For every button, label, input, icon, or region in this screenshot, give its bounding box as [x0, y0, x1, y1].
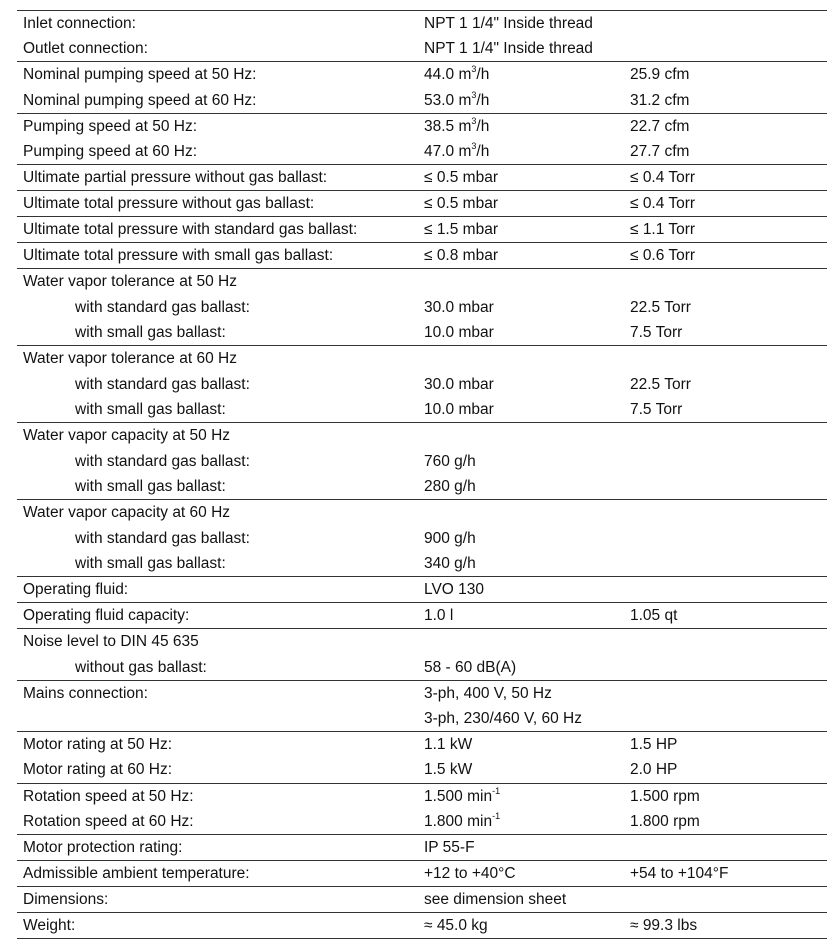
- spec-label: Mains connection:: [17, 680, 421, 706]
- value-exponent: 3: [471, 89, 477, 100]
- spec-value-metric: [421, 500, 627, 526]
- spec-row: [17, 757, 827, 783]
- spec-value-imperial: ≈ 99.3 lbs: [627, 912, 827, 938]
- spec-value-metric: 340 g/h: [424, 555, 476, 573]
- spec-value-metric: [421, 346, 627, 372]
- spec-row: [17, 655, 827, 681]
- spec-value-metric: 30.0 mbar: [424, 298, 494, 316]
- spec-value-metric: [421, 783, 627, 809]
- spec-value-imperial: [627, 551, 827, 577]
- spec-row: [17, 191, 827, 217]
- spec-label: Motor rating at 50 Hz:: [17, 732, 421, 758]
- spec-label: Nominal pumping speed at 50 Hz:: [17, 62, 421, 88]
- spec-value-imperial: [627, 448, 827, 474]
- spec-value-imperial: 1.5 HP: [627, 732, 827, 758]
- spec-value-imperial: 1.05 qt: [627, 603, 827, 629]
- spec-row: [17, 294, 827, 320]
- spec-label: Pumping speed at 50 Hz:: [17, 113, 421, 139]
- spec-row: [17, 371, 827, 397]
- spec-row: [17, 165, 827, 191]
- spec-value-imperial: ≤ 0.4 Torr: [627, 165, 827, 191]
- spec-value-metric: IP 55-F: [421, 834, 627, 860]
- specifications-body: [17, 11, 827, 939]
- spec-row: [17, 11, 827, 37]
- value-exponent: 3: [471, 115, 477, 126]
- value-exponent: 3: [471, 141, 477, 152]
- spec-value-imperial: 27.7 cfm: [630, 143, 690, 161]
- spec-value-metric: 1.5 kW: [424, 761, 473, 779]
- spec-label: [17, 706, 421, 732]
- spec-label: with small gas ballast:: [75, 555, 226, 573]
- spec-value-metric: [421, 629, 627, 655]
- value-base: 44.0 m: [424, 66, 472, 84]
- spec-row: [17, 139, 827, 165]
- spec-row: [17, 629, 827, 655]
- spec-value-imperial: [627, 706, 827, 732]
- spec-value-imperial: 1.500 rpm: [627, 783, 827, 809]
- spec-label: Inlet connection:: [17, 11, 421, 37]
- spec-row: [17, 62, 827, 88]
- spec-label: Ultimate total pressure with standard gas ballast:: [17, 217, 421, 243]
- spec-row: [17, 474, 827, 500]
- spec-row: [17, 680, 827, 706]
- spec-label: Motor rating at 60 Hz:: [23, 761, 173, 779]
- spec-value-metric: 30.0 mbar: [424, 375, 494, 393]
- spec-row: [17, 706, 827, 732]
- spec-label: Admissible ambient temperature:: [17, 860, 421, 886]
- spec-label: Water vapor tolerance at 50 Hz: [17, 269, 421, 295]
- spec-value-imperial: [627, 886, 827, 912]
- value-base: 53.0 m: [424, 91, 472, 109]
- spec-label: Water vapor tolerance at 60 Hz: [17, 346, 421, 372]
- spec-row: [17, 912, 827, 938]
- spec-row: [17, 500, 827, 526]
- spec-value-imperial: [627, 269, 827, 295]
- spec-row: [17, 88, 827, 114]
- spec-value-metric: 58 - 60 dB(A): [424, 658, 517, 676]
- value-unit-suffix: /h: [476, 66, 490, 84]
- spec-value-imperial: [627, 834, 827, 860]
- spec-value-imperial: [627, 346, 827, 372]
- spec-value-imperial: 7.5 Torr: [630, 401, 683, 419]
- spec-value-imperial: [627, 11, 827, 37]
- spec-value-metric: [421, 88, 627, 114]
- spec-value-metric: [421, 269, 627, 295]
- spec-value-imperial: [627, 500, 827, 526]
- spec-label: Ultimate total pressure without gas ballast:: [17, 191, 421, 217]
- spec-label: with small gas ballast:: [75, 324, 226, 342]
- value-exponent: 3: [471, 64, 477, 75]
- spec-row: [17, 809, 827, 835]
- spec-value-imperial: [627, 423, 827, 449]
- value-unit-suffix: /h: [476, 117, 490, 135]
- value-base: 38.5 m: [424, 117, 472, 135]
- spec-value-imperial: 22.5 Torr: [630, 298, 691, 316]
- spec-value-metric: ≤ 0.5 mbar: [421, 165, 627, 191]
- spec-row: [17, 551, 827, 577]
- spec-value-imperial: [627, 36, 827, 62]
- spec-value-imperial: [627, 629, 827, 655]
- spec-value-imperial: ≤ 0.4 Torr: [627, 191, 827, 217]
- spec-label: with standard gas ballast:: [75, 529, 250, 547]
- spec-row: [17, 397, 827, 423]
- spec-value-metric: [421, 423, 627, 449]
- spec-value-metric: 760 g/h: [424, 452, 476, 470]
- spec-row: [17, 269, 827, 295]
- spec-row: [17, 577, 827, 603]
- spec-value-imperial: 31.2 cfm: [630, 91, 690, 109]
- spec-value-metric: 280 g/h: [424, 478, 476, 496]
- spec-row: [17, 834, 827, 860]
- spec-value-imperial: [627, 526, 827, 552]
- value-unit-suffix: /h: [476, 91, 490, 109]
- spec-value-imperial: 22.5 Torr: [630, 375, 691, 393]
- spec-label: with small gas ballast:: [75, 478, 226, 496]
- spec-row: [17, 732, 827, 758]
- spec-label: Pumping speed at 60 Hz:: [23, 143, 198, 161]
- spec-value-imperial: ≤ 0.6 Torr: [627, 243, 827, 269]
- spec-row: [17, 860, 827, 886]
- spec-value-imperial: [627, 474, 827, 500]
- spec-value-metric: see dimension sheet: [421, 886, 627, 912]
- spec-label: Weight:: [17, 912, 421, 938]
- spec-row: [17, 320, 827, 346]
- spec-label: Ultimate partial pressure without gas ballast:: [17, 165, 421, 191]
- spec-value-imperial: ≤ 1.1 Torr: [627, 217, 827, 243]
- spec-value-imperial: [627, 680, 827, 706]
- spec-row: [17, 886, 827, 912]
- spec-label: Motor protection rating:: [17, 834, 421, 860]
- spec-row: [17, 36, 827, 62]
- value-unit-suffix: /h: [476, 143, 490, 161]
- spec-value-metric: 3-ph, 230/460 V, 60 Hz: [424, 710, 582, 728]
- spec-value-metric: +12 to +40°C: [421, 860, 627, 886]
- spec-label: Rotation speed at 50 Hz:: [17, 783, 421, 809]
- spec-row: [17, 448, 827, 474]
- spec-label: with standard gas ballast:: [75, 298, 250, 316]
- spec-label: Nominal pumping speed at 60 Hz:: [23, 91, 257, 109]
- spec-label: Operating fluid:: [17, 577, 421, 603]
- spec-label: Noise level to DIN 45 635: [17, 629, 421, 655]
- spec-label: without gas ballast:: [75, 658, 207, 676]
- spec-value-metric: NPT 1 1/4" Inside thread: [421, 11, 627, 37]
- spec-label: Outlet connection:: [23, 40, 148, 58]
- spec-value-metric: 10.0 mbar: [424, 324, 494, 342]
- spec-row: [17, 423, 827, 449]
- spec-value-imperial: [627, 577, 827, 603]
- spec-value-metric: [421, 809, 627, 835]
- spec-label: Ultimate total pressure with small gas ballast:: [17, 243, 421, 269]
- spec-value-metric: 1.0 l: [421, 603, 627, 629]
- spec-label: Water vapor capacity at 60 Hz: [17, 500, 421, 526]
- spec-value-metric: 3-ph, 400 V, 50 Hz: [421, 680, 627, 706]
- spec-label: with standard gas ballast:: [75, 375, 250, 393]
- value-base: 1.800 min: [424, 812, 493, 830]
- spec-value-imperial: +54 to +104°F: [627, 860, 827, 886]
- spec-value-imperial: 2.0 HP: [630, 761, 678, 779]
- spec-value-metric: 1.1 kW: [421, 732, 627, 758]
- spec-value-imperial: [627, 655, 827, 681]
- spec-row: [17, 783, 827, 809]
- spec-row: [17, 243, 827, 269]
- spec-value-imperial: 22.7 cfm: [627, 113, 827, 139]
- value-base: 1.500 min: [424, 787, 493, 805]
- spec-label: Rotation speed at 60 Hz:: [23, 812, 194, 830]
- spec-value-metric: 10.0 mbar: [424, 401, 494, 419]
- value-exponent: -1: [492, 810, 501, 821]
- spec-value-imperial: 25.9 cfm: [627, 62, 827, 88]
- spec-row: [17, 113, 827, 139]
- spec-label: Water vapor capacity at 50 Hz: [17, 423, 421, 449]
- spec-label: Dimensions:: [17, 886, 421, 912]
- spec-label: with standard gas ballast:: [75, 452, 250, 470]
- spec-value-metric: ≤ 1.5 mbar: [421, 217, 627, 243]
- spec-value-metric: 900 g/h: [424, 529, 476, 547]
- spec-value-metric: [421, 62, 627, 88]
- value-base: 47.0 m: [424, 143, 472, 161]
- spec-value-metric: [421, 113, 627, 139]
- spec-row: [17, 603, 827, 629]
- spec-value-metric: NPT 1 1/4" Inside thread: [424, 40, 593, 58]
- spec-row: [17, 526, 827, 552]
- spec-row: [17, 346, 827, 372]
- spec-value-metric: ≤ 0.8 mbar: [421, 243, 627, 269]
- spec-value-imperial: 7.5 Torr: [630, 324, 683, 342]
- spec-value-metric: [421, 139, 627, 165]
- spec-label: with small gas ballast:: [75, 401, 226, 419]
- specifications-table: [17, 10, 827, 939]
- value-exponent: -1: [492, 785, 501, 796]
- spec-row: [17, 217, 827, 243]
- spec-value-metric: LVO 130: [421, 577, 627, 603]
- spec-label: Operating fluid capacity:: [17, 603, 421, 629]
- spec-value-metric: ≈ 45.0 kg: [421, 912, 627, 938]
- spec-value-imperial: 1.800 rpm: [630, 812, 700, 830]
- spec-value-metric: ≤ 0.5 mbar: [421, 191, 627, 217]
